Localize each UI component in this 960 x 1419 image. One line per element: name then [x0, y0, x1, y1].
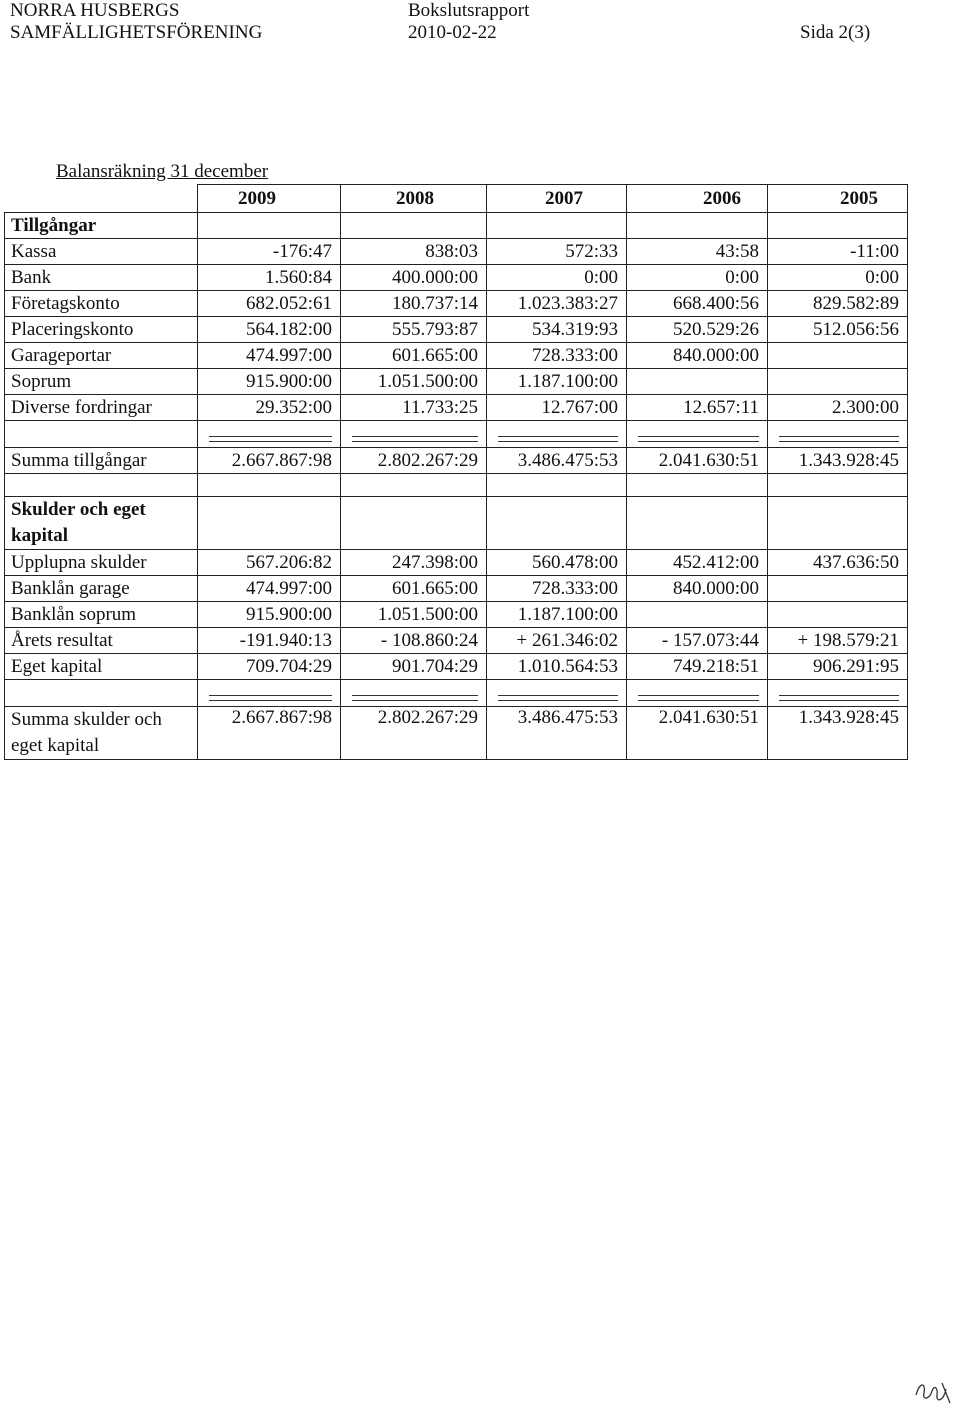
value-cell: 12.657:11: [627, 395, 768, 421]
row-label: Årets resultat: [5, 628, 198, 654]
value-cell: [768, 343, 908, 369]
empty-cell: [5, 421, 198, 448]
value-cell: 29.352:00: [198, 395, 341, 421]
org-name-line2: SAMFÄLLIGHETSFÖRENING: [10, 22, 263, 43]
value-cell: 601.665:00: [341, 343, 487, 369]
value-cell: 1.343.928:45: [768, 448, 908, 474]
table-row: [5, 628, 908, 654]
value-cell: [768, 576, 908, 602]
double-rule-row: [5, 680, 908, 707]
year-header: 2005: [768, 185, 908, 213]
empty-cell: [5, 680, 198, 707]
document-date: 2010-02-22: [408, 22, 497, 43]
value-cell: 474.997:00: [198, 576, 341, 602]
value-cell: 2.802.267:29: [341, 707, 487, 760]
value-cell: + 261.346:02: [487, 628, 627, 654]
row-label: Eget kapital: [5, 654, 198, 680]
section-heading-row: [5, 497, 908, 550]
table-row: [5, 395, 908, 421]
value-cell: 1.187.100:00: [487, 369, 627, 395]
value-cell: 709.704:29: [198, 654, 341, 680]
row-label: Summa skulder och eget kapital: [5, 707, 198, 760]
value-cell: 534.319:93: [487, 317, 627, 343]
value-cell: 1.560:84: [198, 265, 341, 291]
year-header: 2007: [487, 185, 627, 213]
empty-cell: [487, 497, 627, 550]
value-cell: 564.182:00: [198, 317, 341, 343]
row-label: Summa tillgångar: [5, 448, 198, 474]
value-cell: 247.398:00: [341, 550, 487, 576]
value-cell: 12.767:00: [487, 395, 627, 421]
value-cell: 1.010.564:53: [487, 654, 627, 680]
value-cell: 180.737:14: [341, 291, 487, 317]
document-title: Bokslutsrapport: [408, 0, 530, 21]
value-cell: + 198.579:21: [768, 628, 908, 654]
value-cell: 728.333:00: [487, 343, 627, 369]
assets-heading: Tillgångar: [5, 213, 198, 239]
table-row: [5, 265, 908, 291]
empty-cell: [627, 213, 768, 239]
empty-cell: [5, 474, 198, 497]
double-rule-cell: [768, 680, 908, 707]
double-rule-cell: [487, 421, 627, 448]
value-cell: -176:47: [198, 239, 341, 265]
value-cell: 915.900:00: [198, 602, 341, 628]
table-row: [5, 576, 908, 602]
value-cell: 0:00: [627, 265, 768, 291]
value-cell: 3.486.475:53: [487, 448, 627, 474]
org-name-line1: NORRA HUSBERGS: [10, 0, 180, 21]
table-caption: Balansräkning 31 december: [56, 161, 269, 182]
empty-cell: [341, 474, 487, 497]
value-cell: 2.667.867:98: [198, 707, 341, 760]
value-cell: 474.997:00: [198, 343, 341, 369]
table-row: [5, 654, 908, 680]
row-label: Bank: [5, 265, 198, 291]
value-cell: [768, 602, 908, 628]
double-rule-cell: [341, 421, 487, 448]
value-cell: - 108.860:24: [341, 628, 487, 654]
value-cell: 1.187.100:00: [487, 602, 627, 628]
empty-cell: [487, 474, 627, 497]
value-cell: 2.802.267:29: [341, 448, 487, 474]
value-cell: 2.041.630:51: [627, 448, 768, 474]
row-label: Upplupna skulder: [5, 550, 198, 576]
value-cell: 0:00: [487, 265, 627, 291]
value-cell: [627, 602, 768, 628]
value-cell: 567.206:82: [198, 550, 341, 576]
value-cell: 840.000:00: [627, 576, 768, 602]
value-cell: 512.056:56: [768, 317, 908, 343]
value-cell: 0:00: [768, 265, 908, 291]
value-cell: 555.793:87: [341, 317, 487, 343]
row-label: Kassa: [5, 239, 198, 265]
value-cell: 915.900:00: [198, 369, 341, 395]
row-label: Soprum: [5, 369, 198, 395]
double-rule-cell: [198, 421, 341, 448]
year-header: 2006: [627, 185, 768, 213]
value-cell: 840.000:00: [627, 343, 768, 369]
value-cell: 1.023.383:27: [487, 291, 627, 317]
value-cell: [768, 369, 908, 395]
table-row: [5, 317, 908, 343]
year-header: 2009: [198, 185, 341, 213]
value-cell: -11:00: [768, 239, 908, 265]
assets-rows: [5, 239, 908, 421]
spacer-row: [5, 474, 908, 497]
table-row: [5, 602, 908, 628]
empty-cell: [627, 474, 768, 497]
value-cell: 11.733:25: [341, 395, 487, 421]
value-cell: 437.636:50: [768, 550, 908, 576]
table-row: [5, 369, 908, 395]
value-cell: - 157.073:44: [627, 628, 768, 654]
row-label: Diverse fordringar: [5, 395, 198, 421]
empty-cell: [768, 474, 908, 497]
value-cell: 452.412:00: [627, 550, 768, 576]
table-row: [5, 239, 908, 265]
value-cell: 601.665:00: [341, 576, 487, 602]
double-rule-cell: [627, 680, 768, 707]
liabilities-total-row: [5, 707, 908, 760]
empty-cell: [341, 497, 487, 550]
double-rule-cell: [487, 680, 627, 707]
value-cell: [627, 369, 768, 395]
value-cell: 829.582:89: [768, 291, 908, 317]
value-cell: 560.478:00: [487, 550, 627, 576]
value-cell: -191.940:13: [198, 628, 341, 654]
value-cell: 749.218:51: [627, 654, 768, 680]
table-row: [5, 291, 908, 317]
value-cell: 906.291:95: [768, 654, 908, 680]
row-label: Placeringskonto: [5, 317, 198, 343]
value-cell: 838:03: [341, 239, 487, 265]
assets-total-row: [5, 448, 908, 474]
signature-initials-icon: [912, 1373, 954, 1409]
value-cell: 1.051.500:00: [341, 369, 487, 395]
value-cell: 1.343.928:45: [768, 707, 908, 760]
value-cell: 43:58: [627, 239, 768, 265]
row-label: Banklån soprum: [5, 602, 198, 628]
value-cell: 572:33: [487, 239, 627, 265]
empty-cell: [627, 497, 768, 550]
liabilities-rows: [5, 550, 908, 680]
balance-sheet-table: [4, 184, 908, 760]
value-cell: 1.051.500:00: [341, 602, 487, 628]
double-rule-cell: [341, 680, 487, 707]
double-rule-cell: [768, 421, 908, 448]
value-cell: 682.052:61: [198, 291, 341, 317]
value-cell: 668.400:56: [627, 291, 768, 317]
page-number: Sida 2(3): [800, 22, 871, 43]
empty-cell: [768, 213, 908, 239]
row-label: Garageportar: [5, 343, 198, 369]
table-row: [5, 550, 908, 576]
double-rule-cell: [198, 680, 341, 707]
value-cell: 901.704:29: [341, 654, 487, 680]
header-blank: [5, 185, 198, 213]
empty-cell: [198, 497, 341, 550]
value-cell: 2.667.867:98: [198, 448, 341, 474]
value-cell: 728.333:00: [487, 576, 627, 602]
value-cell: 2.041.630:51: [627, 707, 768, 760]
year-header-row: [5, 185, 908, 213]
section-heading-row: [5, 213, 908, 239]
empty-cell: [487, 213, 627, 239]
row-label: Företagskonto: [5, 291, 198, 317]
empty-cell: [198, 474, 341, 497]
value-cell: 400.000:00: [341, 265, 487, 291]
double-rule-row: [5, 421, 908, 448]
value-cell: 3.486.475:53: [487, 707, 627, 760]
empty-cell: [768, 497, 908, 550]
value-cell: 520.529:26: [627, 317, 768, 343]
row-label: Banklån garage: [5, 576, 198, 602]
liabilities-heading: Skulder och eget kapital: [5, 497, 198, 550]
empty-cell: [341, 213, 487, 239]
double-rule-cell: [627, 421, 768, 448]
table-row: [5, 343, 908, 369]
year-header: 2008: [341, 185, 487, 213]
value-cell: 2.300:00: [768, 395, 908, 421]
empty-cell: [198, 213, 341, 239]
